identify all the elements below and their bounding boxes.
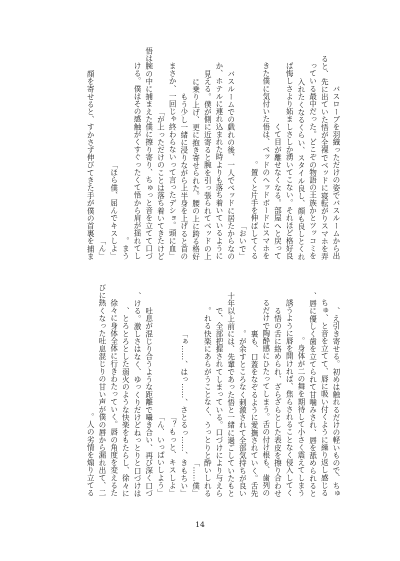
text-line: 顔を寄せると、すかさず伸びてきた手が僕の首裏を捕ま [86, 70, 96, 260]
text-line: 人の劣情を煽り立てる。 [86, 413, 96, 497]
text-line: 置くと片手を伸ばしてくる。 [250, 161, 260, 260]
text-line: びに熱くなった吐息混じりの甘い声が僕の唇から漏れ出て、二 [97, 284, 107, 497]
text-line: 身体が二の舞を期待して小さく震えてしまう。 [296, 337, 306, 497]
text-line: る悟の舌に絡められ、ざらざらとした表皮を擦り合わせ [273, 307, 283, 497]
text-line: 入れたくなるくらい、スタイル良し、顔も良しとくれ [296, 77, 306, 260]
text-line: 「もっと、キスしよ？」 [168, 413, 178, 497]
text-line: 吐息が混じり合うような距離で囁き合い、再び深く口づ [144, 307, 154, 497]
text-line: まう。 [121, 237, 131, 260]
text-block-bottom [60, 283, 342, 497]
text-line: が余すところなく刺激されて全部気持ちが良い。 [238, 329, 248, 497]
text-line: バスローブを羽織っただけの姿でバスルームから出 [332, 85, 341, 260]
text-line: っている最中だった。どこぞの物語の王族かとツッコミを [308, 62, 318, 260]
page-number: 14 [195, 520, 205, 529]
text-line: ると、先に出ていた悟が全裸でベッドに寝転がりスマホを弄 [320, 54, 330, 260]
text-line: 「まさか、一回じゃ終わらないって言ったデショ。頭に血 [168, 62, 178, 260]
text-line: 「ほら僕、屈んでキスしよ」 [109, 161, 119, 260]
text-line: 十年以上前には、先輩であった悟と一緒に過ごしていたもと [226, 291, 236, 497]
text-line: 見える。僕が側に近寄ると腕を引っ張られてベッドの上 [203, 70, 213, 260]
text-line: 徐々に身体全体に行きわたっていく。唇の角度を変えるた [109, 299, 119, 497]
text-line: 悟は腕の中に捕まえた僕に擦り寄り、ちゅっと音を立てて口づ [144, 47, 154, 260]
text-line: 「ん、いっぱいしよう」 [156, 413, 166, 497]
text-line: とろとろとした弱火のような快楽をもたらし、徐々に、 [121, 306, 131, 497]
text-line: 裏も、口蓋をなぞるように愛撫されていく。舌先 [250, 329, 260, 497]
text-line: 唇に優しく歯を立てられて甘噛みされ、唇を舐められると、 [308, 291, 318, 497]
text-line: 「ん」 [97, 237, 107, 260]
text-line: ば悔しさより妬ましさしか湧いてこない。それほど格好良 [285, 62, 295, 260]
text-block-top [60, 46, 342, 260]
text-line: ける。激しさはなく、ゆっくりだけどねっとりと口づけは、 [133, 291, 143, 497]
text-line: きた僕に気付いた悟は、ベッドのヘッドボードにスマホを [261, 62, 271, 260]
text-line: で、全部把握されてしまっている。口づけにより与えら [214, 307, 224, 497]
text-line: 「ぁ……、はっ……、さとるっ……、きもちい」 [179, 329, 189, 497]
text-line: か、ホテルに連れ込まれた時よりも落ち着いているように [214, 62, 224, 260]
text-line: え引き寄せる。初めは触れるだけの軽いもので、ちゅ、 [332, 306, 341, 497]
text-line: ける。僕はその感触がくすぐったくて悟から肩が揺れてし [133, 62, 143, 260]
text-line: に乗り上げ、更に抱き寄せられた。腰の上に跨る格好 [191, 77, 201, 260]
text-line: 「僕……」 [191, 459, 201, 497]
text-line: もう少し一緒に浸りながら上半身を上げると首の [179, 92, 189, 260]
text-line: が上っただけのことは落ち着いてきたけど」 [156, 107, 166, 260]
text-line: るだけで陶酔感にひたってしまう。舌の付け根も、歯列の [261, 299, 271, 497]
text-line: 誘うように唇を開ければ、焦らされることなく侵入してく [285, 299, 295, 497]
text-line: れる快楽にあらがうことなく、うっとりと酔いしれる。 [203, 306, 213, 497]
text-line: くて目が離せなくなる。部屋へと戻って [273, 123, 283, 260]
text-line: 「おいで」 [238, 221, 248, 260]
text-line: バスルームでの戯れの後、一人でベッドに居たからなの [226, 70, 236, 260]
text-line: ちゅ、と音を立てて、唇に吸い付くように繰り返し感じる [320, 299, 330, 497]
